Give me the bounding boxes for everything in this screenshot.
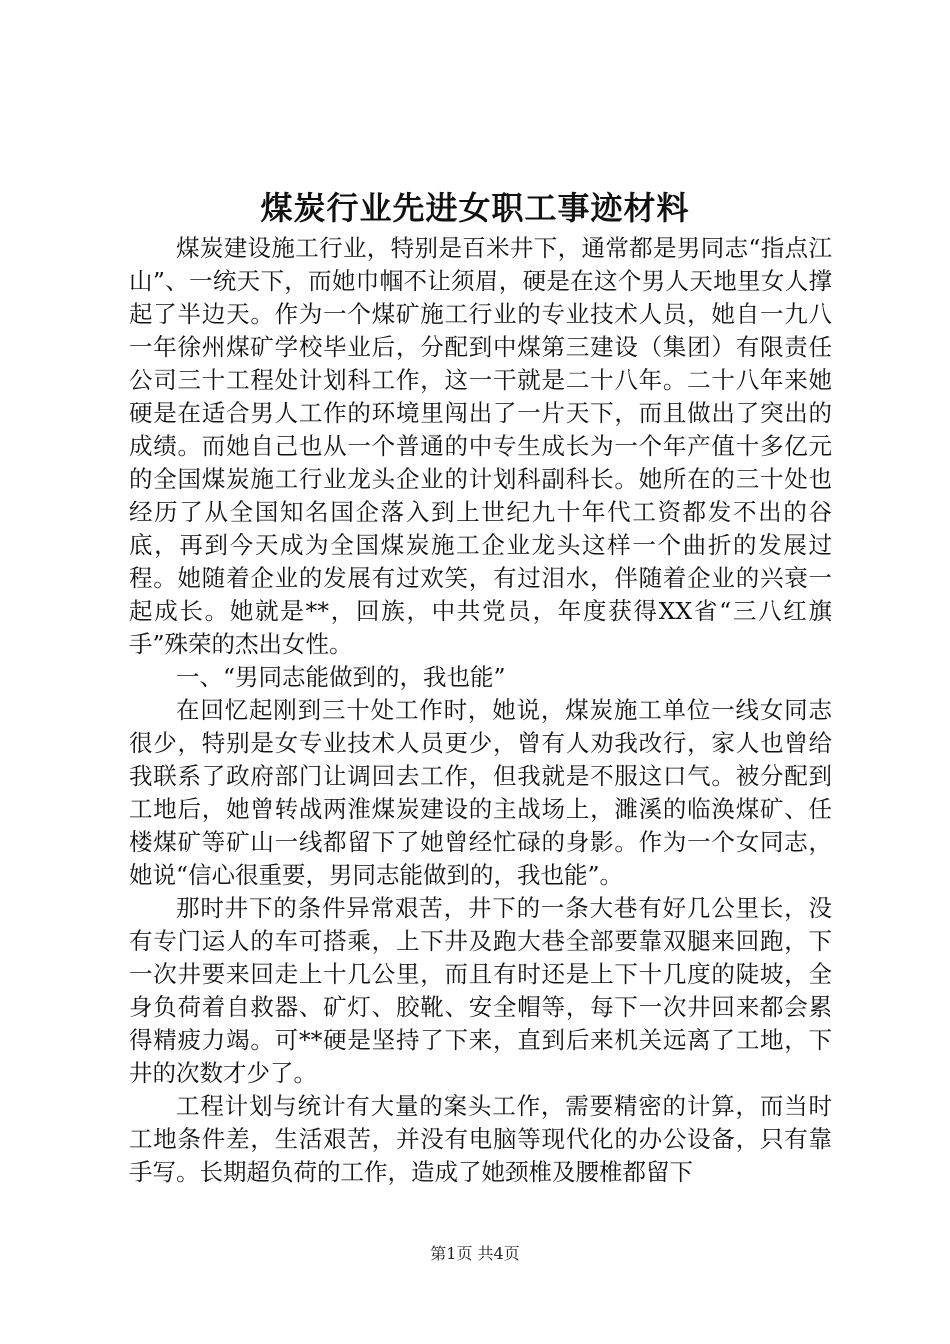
document-title: 煤炭行业先进女职工事迹材料 xyxy=(260,189,690,227)
section-heading: 一、“男同志能做到的，我也能” xyxy=(176,663,506,691)
paragraph-workload: 工程计划与统计有大量的案头工作，需要精密的计算，而当时工地条件差，生活艰苦，并没有电脑等现代化的办公设备，只有靠手写。长期超负荷的工作，造成了她颈椎及腰椎都留下 xyxy=(129,1092,832,1186)
paragraph-conditions: 那时井下的条件异常艰苦，井下的一条大巷有好几公里长，没有专门运人的车可搭乘，上下井及跑大巷全部要靠双腿来回跑，下一次井要来回走上十几公里，而且有时还是上下十几度的陡坡，全身负荷着自救器、矿灯、胶靴、安全帽等，每下一次井回来都会累得精疲力竭。可**硬是坚持了下来，直到后来机关远离了工地，下井的次数才少了。 xyxy=(129,894,832,1087)
paragraph-intro: 煤炭建设施工行业，特别是百米井下，通常都是男同志“指点江山”、一统天下，而她巾帼不让须眉，硬是在这个男人天地里女人撑起了半边天。作为一个煤矿施工行业的专业技术人员，她自一九八一年徐州煤矿学校毕业后，分配到中煤第三建设（集团）有限责任公司三十工程处计划科工作，这一干就是二十八年。二十八年来她硬是在适合男人工作的环境里闯出了一片天下，而且做出了突出的成绩。而她自己也从一个普通的中专生成长为一个年产值十多亿元的全国煤炭施工行业龙头企业的计划科副科长。她所在的三十处也经历了从全国知名国企落入到上世纪九十年代工资都发不出的谷底，再到今天成为全国煤炭施工企业龙头这样一个曲折的发展过程。她随着企业的发展有过欢笑，有过泪水，伴随着企业的兴衰一起成长。她就是**，回族，中共党员，年度获得XX省“三八红旗手”殊荣的杰出女性。 xyxy=(129,234,832,658)
page-footer: 第1页 共4页 xyxy=(430,1244,520,1263)
paragraph-recollection: 在回忆起刚到三十处工作时，她说，煤炭施工单位一线女同志很少，特别是女专业技术人员更少，曾有人劝我改行，家人也曾给我联系了政府部门让调回去工作，但我就是不服这口气。被分配到工地后，她曾转战两淮煤炭建设的主战场上，濉溪的临涣煤矿、任楼煤矿等矿山一线都留下了她曾经忙碌的身影。作为一个女同志，她说“信心很重要，男同志能做到的，我也能”。 xyxy=(129,696,832,889)
document-body xyxy=(129,232,832,1189)
